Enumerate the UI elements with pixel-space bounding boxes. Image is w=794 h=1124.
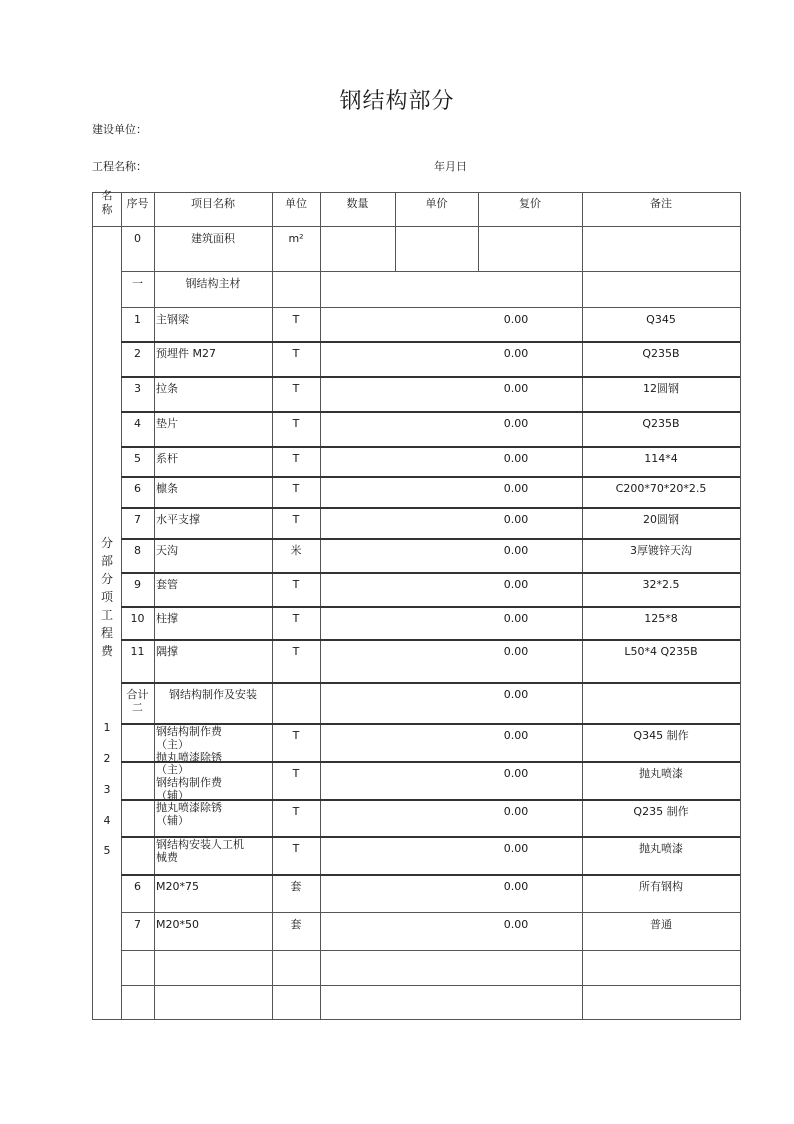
row-unit: T (292, 482, 300, 495)
row-total: 0.00 (503, 513, 529, 526)
row-total: 0.00 (503, 452, 529, 465)
row-seq: 6 (134, 482, 141, 495)
row-total: 0.00 (503, 729, 529, 742)
row-seq: 2 (134, 347, 141, 360)
row-seq: 11 (130, 645, 145, 658)
row-item: M20*50 (156, 918, 199, 931)
row-total: 0.00 (503, 880, 529, 893)
row-remark: 20圆钢 (643, 513, 679, 526)
row-seq: 合计 二 (126, 688, 149, 714)
row-remark: 114*4 (644, 452, 678, 465)
project-field (92, 158, 147, 174)
row-divider (121, 507, 740, 509)
row-total: 0.00 (503, 842, 529, 855)
row-seq: 10 (130, 612, 145, 625)
row-total: 0.00 (503, 612, 529, 625)
row-item: M20*75 (156, 880, 199, 893)
row-divider (121, 307, 740, 308)
category-label: 分 部 分 项 工 程 费 (100, 536, 113, 658)
row-divider (121, 606, 740, 608)
row-seq: 7 (134, 513, 141, 526)
row-unit: T (292, 729, 300, 742)
row-total: 0.00 (503, 417, 529, 430)
row-divider (121, 476, 740, 478)
row-divider (121, 538, 740, 540)
row-unit: T (292, 805, 300, 818)
row-item: 套管 (156, 578, 178, 591)
row-remark: Q235B (642, 347, 680, 360)
row-divider (121, 446, 740, 448)
left-number: 1 (103, 721, 111, 734)
row-item: 檩条 (156, 482, 178, 495)
row-unit: T (292, 842, 300, 855)
row-item: 主钢梁 (156, 313, 189, 326)
row-unit: T (292, 513, 300, 526)
header-item: 项目名称 (191, 197, 235, 210)
row-total: 0.00 (503, 313, 529, 326)
header-unit: 单位 (285, 197, 307, 210)
row-remark: Q235B (642, 417, 680, 430)
row-total: 0.00 (503, 544, 529, 557)
row-remark: 所有钢构 (639, 880, 683, 893)
row-unit: 套 (290, 880, 302, 893)
row-remark: C200*70*20*2.5 (615, 482, 707, 495)
row-seq: 1 (134, 313, 141, 326)
row-seq: 4 (134, 417, 141, 430)
row-remark: 125*8 (644, 612, 678, 625)
row-seq: 0 (134, 232, 141, 245)
row-unit: m² (288, 232, 304, 245)
row-unit: T (292, 452, 300, 465)
date-field (434, 158, 467, 174)
row-unit: T (292, 578, 300, 591)
date-label: 年月日 (434, 160, 467, 173)
row-divider (121, 985, 740, 986)
row-total: 0.00 (503, 645, 529, 658)
row-unit: T (292, 382, 300, 395)
row-item: 隅撑 (156, 645, 178, 658)
row-item: 天沟 (156, 544, 178, 557)
header-qty: 数量 (346, 197, 369, 210)
row-seq: 一 (132, 277, 143, 290)
row-item: （主） 钢结构制作费 （辅） (156, 763, 222, 802)
project-label: 工程名称： (92, 160, 147, 173)
row-item: 钢结构主材 (185, 277, 241, 290)
row-total: 0.00 (503, 767, 529, 780)
row-total: 0.00 (503, 482, 529, 495)
header-remark: 备注 (650, 197, 672, 210)
row-seq: 7 (134, 918, 141, 931)
row-total: 0.00 (503, 918, 529, 931)
row-remark: Q235 制作 (633, 805, 689, 818)
row-divider (121, 341, 740, 343)
row-divider (121, 912, 740, 913)
row-seq: 6 (134, 880, 141, 893)
row-unit: T (292, 612, 300, 625)
left-number: 3 (103, 783, 111, 796)
row-unit: T (292, 347, 300, 360)
row-remark: 抛丸喷漆 (639, 767, 683, 780)
page-title: 钢结构部分 (339, 89, 455, 114)
row-total: 0.00 (503, 688, 529, 701)
row-remark: Q345 制作 (633, 729, 689, 742)
row-seq: 5 (134, 452, 141, 465)
cost-table (92, 189, 741, 1020)
row-item: 抛丸喷漆除锈 （辅） (156, 801, 222, 827)
header-seq: 序号 (126, 197, 149, 210)
row-item: 垫片 (156, 417, 178, 430)
row-item: 建筑面积 (191, 232, 235, 245)
row-divider (121, 874, 740, 876)
row-item: 拉条 (156, 382, 178, 395)
row-divider (121, 271, 740, 272)
row-unit: T (292, 313, 300, 326)
row-total: 0.00 (503, 347, 529, 360)
row-divider (121, 682, 740, 684)
row-unit: 套 (290, 918, 302, 931)
row-remark: 12圆钢 (643, 382, 679, 395)
row-remark: 抛丸喷漆 (639, 842, 683, 855)
row-total: 0.00 (503, 382, 529, 395)
row-item: 系杆 (156, 452, 178, 465)
header-name: 名 称 (101, 189, 113, 216)
row-divider (121, 376, 740, 378)
builder-field (92, 121, 147, 137)
row-unit: 米 (290, 544, 302, 557)
row-remark: 32*2.5 (642, 578, 680, 591)
row-unit: T (292, 767, 300, 780)
row-divider (121, 639, 740, 641)
header-divider (93, 226, 740, 227)
left-number: 5 (103, 844, 111, 857)
left-number: 2 (103, 752, 111, 765)
row-item: 钢结构制作及安装 (169, 688, 257, 701)
row-item: 钢结构安装人工机 械费 (156, 838, 244, 864)
row-item: 钢结构制作费 （主） 抛丸喷漆除锈 (156, 725, 222, 764)
header-price: 单价 (425, 197, 448, 210)
row-seq: 9 (134, 578, 141, 591)
left-number: 4 (103, 814, 111, 827)
row-item: 柱撑 (156, 612, 178, 625)
row-divider (121, 572, 740, 574)
row-unit: T (292, 417, 300, 430)
row-divider (121, 950, 740, 951)
row-remark: 3厚镀锌天沟 (630, 544, 692, 557)
row-item: 预埋件 M27 (156, 347, 216, 360)
row-remark: Q345 (646, 313, 676, 326)
builder-label: 建设单位： (92, 123, 147, 136)
row-unit: T (292, 645, 300, 658)
row-seq: 3 (134, 382, 141, 395)
row-divider (121, 411, 740, 413)
row-item: 水平支撑 (156, 513, 200, 526)
row-total: 0.00 (503, 805, 529, 818)
header-total: 复价 (519, 197, 541, 210)
row-remark: 普通 (650, 918, 672, 931)
row-seq: 8 (134, 544, 141, 557)
row-total: 0.00 (503, 578, 529, 591)
row-remark: L50*4 Q235B (624, 645, 698, 658)
